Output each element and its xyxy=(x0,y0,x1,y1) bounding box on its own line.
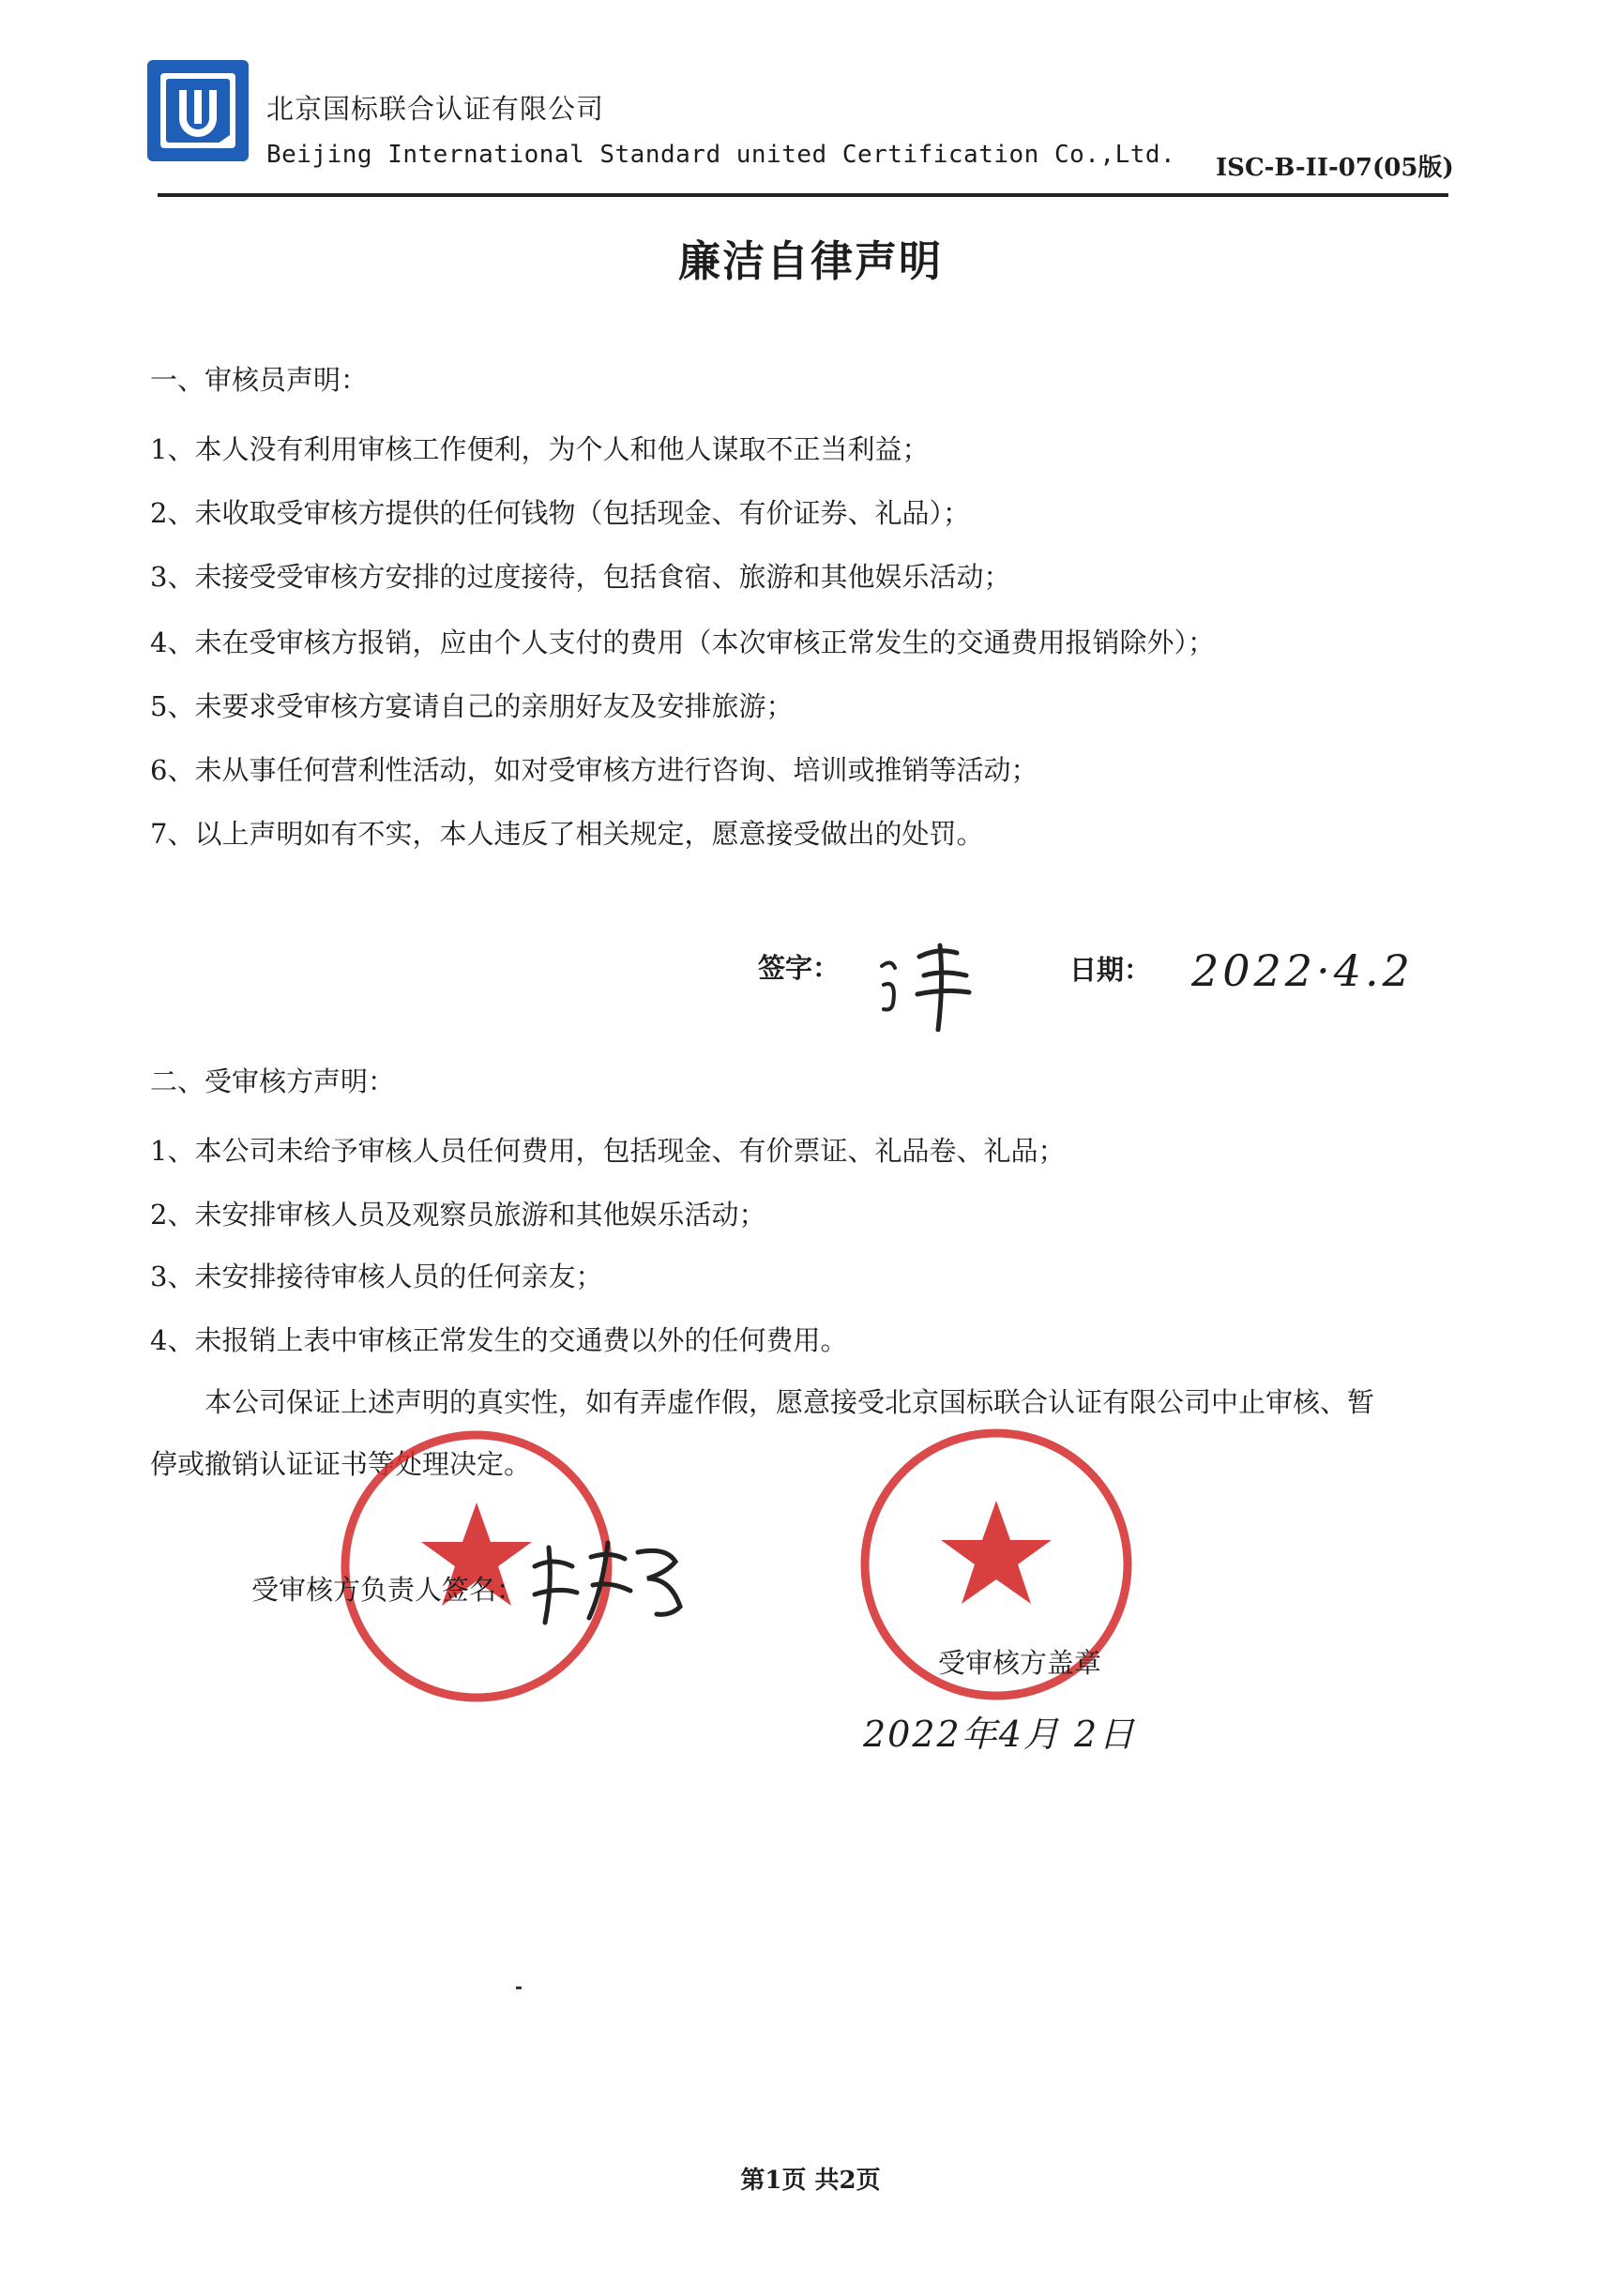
company-name-en: Beijing International Standard united Certification Co.,Ltd. xyxy=(266,141,1176,169)
auditee-section-heading: 二、受审核方声明： xyxy=(150,1065,396,1097)
auditor-item: 5、未要求受审核方宴请自己的亲朋好友及安排旅游； xyxy=(150,690,794,722)
auditee-item: 3、未安排接待审核人员的任何亲友； xyxy=(150,1261,603,1292)
page-number: 第1页 共2页 xyxy=(740,2167,881,2195)
auditor-section-heading: 一、审核员声明： xyxy=(150,364,369,396)
auditor-item: 7、以上声明如有不实，本人违反了相关规定，愿意接受做出的处罚。 xyxy=(150,818,984,850)
auditee-item: 1、本公司未给予审核人员任何费用，包括现金、有价票证、礼品卷、礼品； xyxy=(150,1135,1066,1167)
auditor-item: 6、未从事任何营利性活动，如对受审核方进行咨询、培训或推销等活动； xyxy=(150,754,1038,786)
ink-mark xyxy=(516,1986,522,1989)
auditee-item: 2、未安排审核人员及观察员旅游和其他娱乐活动； xyxy=(150,1199,766,1231)
guarantee-paragraph-line2: 停或撤销认证证书等处理决定。 xyxy=(150,1448,532,1480)
auditor-handwritten-date: 2022·4.2 xyxy=(1191,945,1414,996)
auditor-item: 4、未在受审核方报销，应由个人支付的费用（本次审核正常发生的交通费用报销除外）； xyxy=(150,627,1215,658)
auditor-handwritten-signature xyxy=(872,929,994,1032)
seal-handwritten-date: 2022年4月 2日 xyxy=(863,1714,1137,1755)
guarantee-paragraph-line1: 本公司保证上述声明的真实性，如有弄虚作假，愿意接受北京国标联合认证有限公司中止审核、暂 xyxy=(205,1386,1375,1418)
auditor-item: 3、未接受受审核方安排的过度接待，包括食宿、旅游和其他娱乐活动； xyxy=(150,561,1011,593)
auditor-item: 2、未收取受审核方提供的任何钱物（包括现金、有价证券、礼品）； xyxy=(150,497,970,529)
company-name-cn: 北京国标联合认证有限公司 xyxy=(266,93,605,125)
document-title: 廉洁自律声明 xyxy=(677,236,943,286)
representative-signature-label: 受审核方负责人签名： xyxy=(251,1574,524,1606)
auditor-item: 1、本人没有利用审核工作便利，为个人和他人谋取不正当利益； xyxy=(150,433,930,465)
auditor-signature-label: 签字： xyxy=(758,952,841,984)
representative-handwritten-signature xyxy=(525,1529,694,1632)
form-code: ISC-B-II-07(05版) xyxy=(1216,154,1454,182)
seal-label: 受审核方盖章 xyxy=(938,1647,1102,1679)
header-divider xyxy=(158,193,1448,197)
company-logo-icon xyxy=(145,58,250,163)
auditee-item: 4、未报销上表中审核正常发生的交通费以外的任何费用。 xyxy=(150,1324,848,1356)
auditor-date-label: 日期： xyxy=(1069,954,1152,986)
